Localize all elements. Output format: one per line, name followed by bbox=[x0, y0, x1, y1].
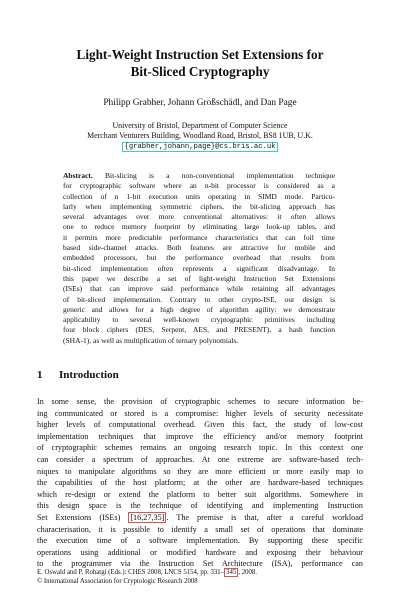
footer-line2: © International Association for Cryptologic Research 2008 bbox=[37, 578, 198, 585]
citation-link[interactable]: [16,27,35] bbox=[130, 512, 165, 522]
body-line: niques to manipulate algorithms so they are more efficient or more easily map to bbox=[37, 466, 363, 476]
abstract-line: of bit-sliced implementation. Contrary to other crypto-ISE, our design is bbox=[63, 294, 335, 304]
section-heading bbox=[37, 368, 119, 382]
section-number: 1 bbox=[37, 369, 43, 381]
abstract-line: applicability to several well-known cryptographic primitives including bbox=[63, 315, 335, 325]
body-line: ing communicated or stored is a compromise: higher levels of security necessitate bbox=[37, 408, 363, 418]
page-range-link[interactable]: 345 bbox=[226, 569, 237, 576]
abstract-line: this paper we describe a set of light-weight Instruction Set Extensions bbox=[63, 273, 335, 283]
abstract-line: collection of n 1-bit execution units operating in SIMD mode. Particu- bbox=[63, 191, 335, 201]
email-link[interactable]: {grabher,johann,page}@cs.bris.ac.uk bbox=[122, 142, 279, 152]
body-line: the execution time of a software implementation. By supporting these specific bbox=[37, 536, 363, 546]
abstract-line: based side-channel attacks. Both features are attractive for mobile and bbox=[63, 243, 335, 253]
paper-title-line1: Light-Weight Instruction Set Extensions for bbox=[76, 47, 324, 62]
abstract-line: several advantages over more conventional alternatives: it often allows bbox=[63, 212, 335, 222]
footer bbox=[37, 568, 363, 586]
body-line: can consider a spectrum of approaches. At one extreme are software-based tech- bbox=[37, 454, 363, 464]
body-line: this design space is the technique of identifying and implementing Instruction bbox=[37, 501, 363, 511]
abstract-line: for cryptographic software where an n-bit processor is considered as a bbox=[63, 181, 335, 191]
body-line: In some sense, the provision of cryptographic schemes to secure information be- bbox=[37, 397, 363, 406]
abstract-line: generic and allows for a high degree of algorithm agility: we demonstrate bbox=[63, 304, 335, 314]
abstract-line: one to reduce memory footprint by eliminating large look-up tables, and bbox=[63, 222, 335, 232]
body-text bbox=[37, 396, 363, 570]
abstract-line: larly when implementing symmetric ciphers, the bit-slicing approach has bbox=[63, 201, 335, 211]
abstract bbox=[63, 171, 335, 346]
affiliation-line1: University of Bristol, Department of Computer Science bbox=[112, 121, 288, 130]
email-line bbox=[30, 141, 370, 153]
author-list: Philipp Grabher, Johann Großschädl, and Dan Page bbox=[103, 98, 297, 108]
abstract-line: Abstract. Bit-slicing is a non-conventional implementation technique bbox=[63, 171, 335, 180]
abstract-label: Abstract. bbox=[63, 171, 93, 180]
abstract-line: embedded processors, but the performance overhead that results from bbox=[63, 253, 335, 263]
abstract-line: (ISEs) that can improve said performance while retaining all advantages bbox=[63, 284, 335, 294]
body-line: the capabilities of the host platform; at the other are hardware-based techniques bbox=[37, 478, 363, 488]
abstract-line: it permits more predictable performance characteristics that can foil time bbox=[63, 232, 335, 242]
body-line: to the programmer via the Instruction Set Architecture (ISA), performance can bbox=[37, 559, 363, 569]
body-line: which re-design or extend the platform to better suit algorithms. Somewhere in bbox=[37, 489, 363, 499]
body-line: implementation techniques that improve the efficiency and/or memory footprint bbox=[37, 431, 363, 441]
section-title: Introduction bbox=[59, 369, 119, 381]
affiliation-line2: Merchant Venturers Building, Woodland Road, Bristol, BS8 1UB, U.K. bbox=[87, 131, 313, 140]
body-line: of cryptographic schemes remains an ongoing research topic. In this context one bbox=[37, 443, 363, 453]
body-line: Set Extensions (ISEs) [16,27,35] . The premise is that, after a careful workload bbox=[37, 512, 363, 522]
body-line: characterisation, it is possible to identify a small set of operations that dominate bbox=[37, 524, 363, 534]
footer-line1: E. Oswald and P. Rohatgi (Eds.): CHES 2008, LNCS 5154, pp. 331– 345 , 2008. bbox=[37, 569, 258, 576]
abstract-line: (SHA-1), as well as multiplication of ternary polynomials. bbox=[63, 335, 239, 345]
abstract-line: bit-sliced implementation often represents a significant disadvantage. In bbox=[63, 263, 335, 273]
body-line: higher levels of computational overhead. Given this fact, the study of low-cost bbox=[37, 420, 363, 430]
body-line: operations using additional or modified hardware and exposing their behaviour bbox=[37, 547, 363, 557]
abstract-line: four block ciphers (DES, Serpent, AES, and PRESENT), a hash function bbox=[63, 325, 335, 335]
paper-title-line2: Bit-Sliced Cryptography bbox=[130, 64, 270, 79]
